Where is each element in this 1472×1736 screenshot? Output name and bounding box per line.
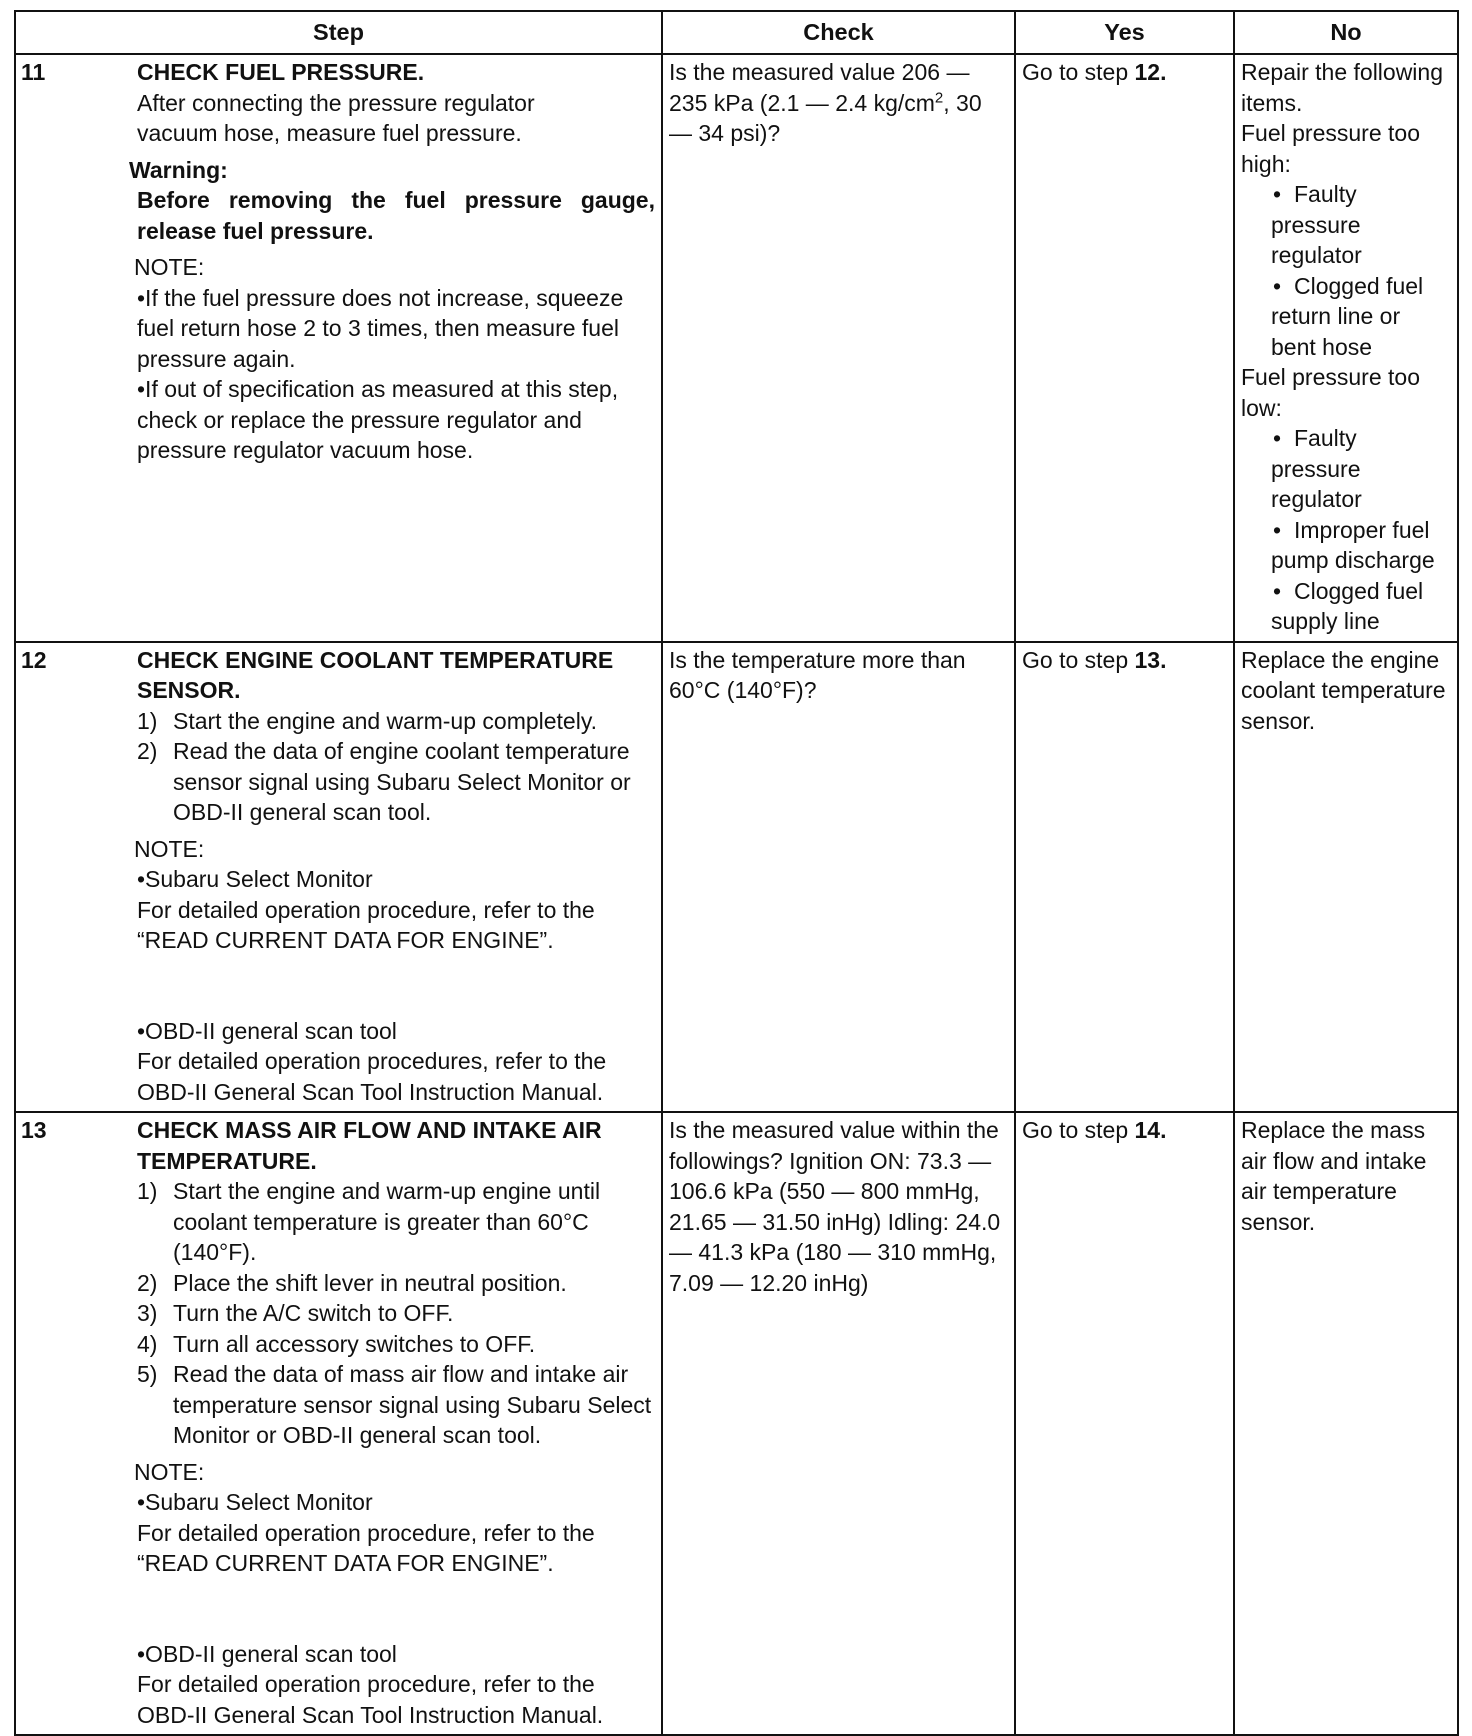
procedure-list — [137, 706, 655, 828]
header-check: Check — [662, 11, 1015, 54]
list-item — [1241, 515, 1451, 576]
step-cell — [15, 1112, 662, 1735]
list-item — [1241, 271, 1451, 363]
note-text: For detailed operation procedure, refer to the “READ CURRENT DATA FOR ENGINE”. — [137, 1519, 595, 1576]
yes-step-link: 13. — [1134, 646, 1167, 673]
check-cell: Is the measured value within the followings? Ignition ON: 73.3 — 106.6 kPa (550 — 800 mmHg, 21.65 — 31.50 inHg) Idling: 24.0 — 41.3 kPa (180 — 310 mmHg, 7.09 — 12.20 inHg) — [662, 1112, 1015, 1735]
bullet-icon: • — [1273, 577, 1282, 604]
item-text: Place the shift lever in neutral position. — [173, 1269, 567, 1296]
list-item — [137, 1298, 655, 1329]
item-text: Start the engine and warm-up completely. — [173, 707, 598, 734]
step-number: 11 — [21, 59, 46, 85]
no-intro: Repair the following items. — [1241, 59, 1444, 116]
note-label: NOTE: — [134, 1458, 205, 1485]
no-high-list — [1241, 179, 1451, 362]
check-text: Is the measured value 206 — 235 kPa (2.1 — 2.4 kg/cm — [669, 59, 970, 116]
header-step: Step — [15, 11, 662, 54]
note-label: NOTE: — [134, 254, 205, 280]
list-item — [137, 736, 655, 828]
yes-step-link: 12. — [1134, 59, 1167, 85]
note-text: For detailed operation procedure, refer to the OBD-II General Scan Tool Instruction Manual. — [137, 1671, 604, 1728]
list-item — [1241, 423, 1451, 515]
bullet-icon: • — [1273, 516, 1282, 543]
table-row — [15, 642, 1458, 1113]
step-cell — [15, 642, 662, 1113]
list-item-text: Clogged fuel return line or bent hose — [1271, 272, 1424, 360]
note-title: •OBD-II general scan tool — [137, 1640, 397, 1667]
list-item-text: Faulty pressure regulator — [1271, 181, 1362, 268]
check-cell — [662, 54, 1015, 642]
step-title: CHECK MASS AIR FLOW AND INTAKE AIR TEMPERATURE. — [137, 1117, 602, 1174]
bullet-icon: • — [1273, 181, 1282, 207]
list-item — [1241, 576, 1451, 637]
list-item — [1241, 179, 1451, 271]
list-item — [137, 1268, 655, 1299]
item-text: Read the data of mass air flow and intake air temperature sensor signal using Subaru Select Monitor or OBD-II general scan tool. — [173, 1361, 652, 1448]
note-text: For detailed operation procedures, refer to the OBD-II General Scan Tool Instruction Manual. — [137, 1048, 607, 1105]
no-cell — [1234, 54, 1458, 642]
diagnostic-table — [14, 10, 1459, 1736]
item-number: 5) — [137, 1361, 158, 1387]
item-text: Turn the A/C switch to OFF. — [173, 1300, 454, 1326]
list-item-text: Clogged fuel supply line — [1271, 577, 1424, 634]
item-text: Read the data of engine coolant temperature sensor signal using Subaru Select Monitor or OBD-II general scan tool. — [173, 738, 631, 825]
no-low-label: Fuel pressure too low: — [1241, 364, 1420, 421]
yes-cell — [1015, 642, 1234, 1113]
step-title: CHECK FUEL PRESSURE. — [137, 59, 425, 85]
no-cell: Replace the engine coolant temperature sensor. — [1234, 642, 1458, 1113]
yes-cell — [1015, 54, 1234, 642]
bullet-icon: • — [1273, 425, 1282, 451]
yes-text: Go to step — [1022, 646, 1135, 673]
note-title: •Subaru Select Monitor — [137, 1489, 373, 1515]
warning-label: Warning: — [129, 156, 228, 183]
yes-text: Go to step — [1022, 59, 1135, 85]
step-title: CHECK ENGINE COOLANT TEMPERATURE SENSOR. — [137, 646, 614, 703]
header-yes: Yes — [1015, 11, 1234, 54]
table-row — [15, 1112, 1458, 1735]
step-number: 13 — [21, 1117, 47, 1143]
note-title: •OBD-II general scan tool — [137, 1017, 397, 1044]
warning-text: Before removing the fuel pressure gauge, release fuel pressure. — [137, 187, 655, 244]
check-cell: Is the temperature more than 60°C (140°F)? — [662, 642, 1015, 1113]
list-item — [137, 1359, 655, 1451]
list-item-text: Improper fuel pump discharge — [1271, 516, 1435, 573]
yes-cell — [1015, 1112, 1234, 1735]
header-row — [15, 11, 1458, 54]
check-superscript: 2 — [934, 88, 944, 106]
step-cell — [15, 54, 662, 642]
no-cell: Replace the mass air flow and intake air temperature sensor. — [1234, 1112, 1458, 1735]
note-item: •If out of specification as measured at this step, check or replace the pressure regulator and pressure regulator vacuum hose. — [137, 376, 619, 463]
yes-step-link: 14. — [1134, 1117, 1167, 1143]
note-title: •Subaru Select Monitor — [137, 866, 373, 892]
table-row — [15, 54, 1458, 642]
list-item — [137, 1176, 655, 1268]
item-text: Start the engine and warm-up engine until coolant temperature is greater than 60°C (140°F). — [173, 1178, 601, 1265]
note-item: •If the fuel pressure does not increase, squeeze fuel return hose 2 to 3 times, then measure fuel pressure again. — [137, 284, 624, 372]
step-intro: After connecting the pressure regulator vacuum hose, measure fuel pressure. — [137, 89, 535, 146]
header-no: No — [1234, 11, 1458, 54]
list-item — [137, 1329, 655, 1360]
item-number: 2) — [137, 1269, 158, 1296]
procedure-list — [137, 1176, 655, 1451]
step-number: 12 — [21, 646, 47, 673]
yes-text: Go to step — [1022, 1117, 1135, 1143]
item-number: 3) — [137, 1300, 158, 1326]
item-number: 1) — [137, 707, 158, 734]
item-number: 4) — [137, 1330, 158, 1357]
item-text: Turn all accessory switches to OFF. — [173, 1330, 536, 1357]
list-item-text: Faulty pressure regulator — [1271, 425, 1362, 512]
no-low-list — [1241, 423, 1451, 637]
item-number: 1) — [137, 1178, 158, 1204]
note-label: NOTE: — [134, 835, 205, 862]
check-text-end: , 30 — 34 psi)? — [669, 89, 982, 146]
item-number: 2) — [137, 738, 158, 764]
bullet-icon: • — [1273, 272, 1282, 299]
no-high-label: Fuel pressure too high: — [1241, 120, 1420, 177]
note-text: For detailed operation procedure, refer to the “READ CURRENT DATA FOR ENGINE”. — [137, 896, 595, 953]
list-item — [137, 706, 655, 737]
